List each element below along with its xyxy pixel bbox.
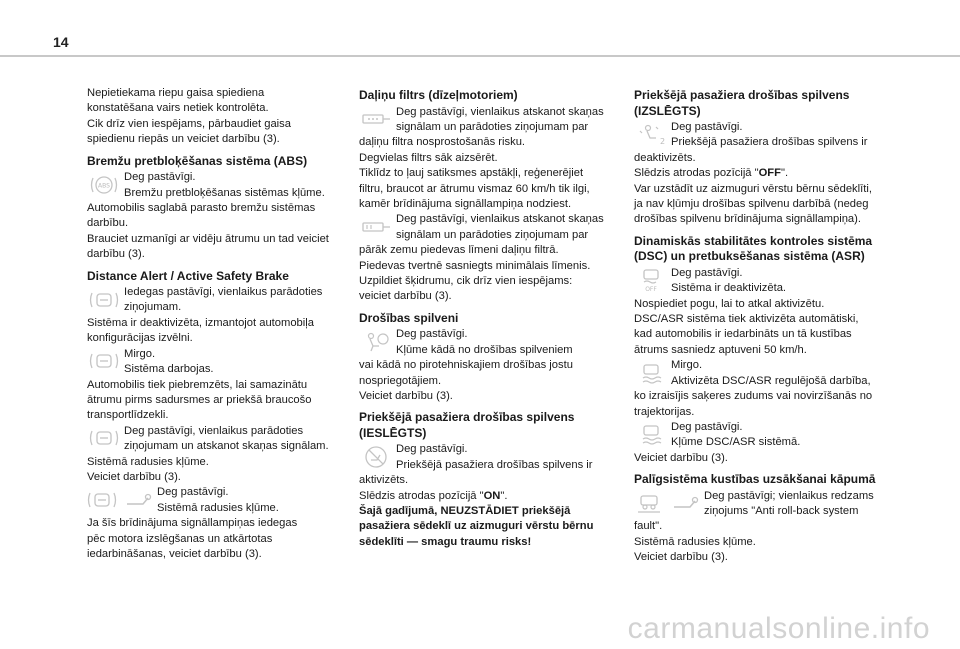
abs-warning-icon xyxy=(87,171,120,198)
passenger-airbag-off-heading: Priekšējā pasažiera drošības spilvens (IZSLĒGTS) xyxy=(634,88,850,118)
particle-filter-additive-icon xyxy=(359,213,392,240)
passenger-airbag-on-p1: Deg pastāvīgi. Priekšējā pasažiera drošības spilvens ir xyxy=(359,442,631,473)
column-2 xyxy=(359,86,631,550)
hill-start-p1: Deg pastāvīgi; vienlaikus redzams ziņojums "Anti roll-back system xyxy=(634,489,906,520)
airbag-icon xyxy=(359,328,392,355)
airbags-p1: Deg pastāvīgi. Kļūme kādā no drošības spilveniem xyxy=(359,327,631,358)
distance-alert-body4: Ja šīs brīdinājuma signāllampiņas iedegas pēc motora izslēgšanas un atkārtotas iedarbināšanas, veiciet darbību (3). xyxy=(87,517,298,560)
dsc-p1: OFF Deg pastāvīgi. Sistēma ir deaktivizēta. xyxy=(634,266,906,297)
passenger-airbag-warning: Šajā gadījumā, NEUZSTĀDIET priekšējā pasažiera sēdeklī uz aizmuguri vērstu bērnu sēdeklīti — smagu traumu risks! xyxy=(359,504,594,548)
abs-icon-paragraph: ABS Deg pastāvīgi. Bremžu pretbloķēšanas sistēmas kļūme. xyxy=(87,170,359,201)
dsc-body2: ko izraisījis saķeres zudums vai novirzīšanās no trajektorijas. xyxy=(634,390,873,418)
column-3 xyxy=(634,86,906,566)
airbags-body: vai kādā no pirotehniskajiem drošības jostu nospriegotājiem. Veiciet darbību (3). xyxy=(359,359,573,402)
collision-active-icon xyxy=(87,348,120,375)
svg-text:ABS: ABS xyxy=(97,182,110,190)
distance-alert-body1: Sistēma ir deaktivizēta, izmantojot automobiļa konfigurācijas izvēlni. xyxy=(87,316,314,345)
collision-icon xyxy=(87,489,117,511)
airbags-heading: Drošības spilveni xyxy=(359,310,459,325)
dsc-p2: Mirgo. Aktivizēta DSC/ASR regulējošā darbība, xyxy=(634,358,906,389)
dpf-p1: Deg pastāvīgi, vienlaikus atskanot skaņas signālam un parādoties ziņojumam par xyxy=(359,105,631,136)
svg-text:2: 2 xyxy=(659,136,665,146)
passenger-airbag-off-icon xyxy=(634,121,667,148)
hill-start-car-icon xyxy=(634,491,664,515)
hill-start-heading: Palīgsistēma kustības uzsākšanai kāpumā xyxy=(634,472,876,487)
distance-alert-body2: Automobilis tiek piebremzēts, lai samazinātu ātrumu pirms sadursmes ar priekšā braucošo transportlīdzekli. xyxy=(87,378,312,422)
svg-text:OFF: OFF xyxy=(644,286,657,294)
passenger-airbag-off-p1: 2 Deg pastāvīgi. Priekšējā pasažiera drošības spilvens ir xyxy=(634,120,906,151)
dsc-body1: Nospiediet pogu, lai to atkal aktivizētu. DSC/ASR sistēma tiek aktivizēta automātiski, kad automobilis ir iedarbināts un tā kustības ātrums sasniedz aptuveni 50 km/h. xyxy=(634,297,859,356)
header-rule xyxy=(0,55,960,57)
distance-alert-p3: Deg pastāvīgi, vienlaikus parādoties ziņojumam un atskanot skaņas signālam. xyxy=(87,424,359,455)
passenger-airbag-on-body: aktivizēts. Slēdzis atrodas pozīcijā "ON". xyxy=(359,474,508,502)
collision-fault-icons xyxy=(87,486,153,513)
particle-filter-icon xyxy=(359,106,392,133)
watermark: carmanualsonline.info xyxy=(627,612,930,645)
distance-alert-p2: Mirgo. Sistēma darbojas. xyxy=(87,347,359,378)
dsc-heading: Dinamiskās stabilitātes kontroles sistēma (DSC) un pretbuksēšanas sistēma (ASR) xyxy=(634,233,873,264)
child-seat-airbag-icon xyxy=(359,443,392,470)
dpf-body2: pārāk zemu piedevas līmeni daļiņu filtrā. Piedevas tvertnē sasniegts minimālais līmenis. Uzpildiet šķidrumu, cik drīz vien iespējams: veiciet darbību (3). xyxy=(359,244,591,303)
dpf-p2: Deg pastāvīgi, vienlaikus atskanot skaņas signālam un parādoties ziņojumam par xyxy=(359,212,631,243)
dsc-body3: Veiciet darbību (3). xyxy=(634,451,728,464)
wrench-icon xyxy=(123,489,153,511)
distance-alert-p1: Iedegas pastāvīgi, vienlaikus parādoties ziņojumam. xyxy=(87,285,359,316)
hill-start-icons xyxy=(634,490,700,517)
collision-alert-icon xyxy=(87,286,120,313)
dsc-active-icon xyxy=(634,359,667,386)
abs-body: Automobilis saglabā parasto bremžu sistēmas darbību. Brauciet uzmanīgi ar vidēju ātrumu un tad veiciet darbību (3). xyxy=(87,201,329,261)
tyre-pressure-text: Nepietiekama riepu gaisa spiediena konstatēšana vairs netiek kontrolēta. Cik drīz vien iespējams, pārbaudiet gaisa spiedienu riepās un veiciet darbību (3). xyxy=(87,87,291,146)
passenger-airbag-off-body: deaktivizēts. Slēdzis atrodas pozīcijā "OFF". Var uzstādīt uz aizmuguri vērstu bērnu sēdeklīti, ja nav kļūmju drošības spilvenu darbībā (nedeg drošības spilvenu brīdinājuma signāllampiņa). xyxy=(634,151,872,226)
dsc-off-icon xyxy=(634,267,667,294)
wrench-icon xyxy=(670,492,700,514)
abs-heading: Bremžu pretbloķēšanas sistēma (ABS) xyxy=(87,153,308,168)
hill-start-body: fault". Sistēmā radusies kļūme. Veiciet darbību (3). xyxy=(634,520,756,564)
dpf-body1: daļiņu filtra nosprostošanās risku. Degvielas filtrs sāk aizsērēt. Tiklīdz to ļauj satiksmes apstākļi, reģenerējiet filtru, braucot ar ātrumu vismaz 60 km/h tik ilgi, kamēr brīdinājuma signāllampiņa nodziest. xyxy=(359,136,590,210)
passenger-airbag-on-heading: Priekšējā pasažiera drošības spilvens (IESLĒGTS) xyxy=(359,410,575,440)
distance-alert-heading: Distance Alert / Active Safety Brake xyxy=(87,268,289,283)
dsc-fault-icon xyxy=(634,421,667,448)
dpf-heading: Daļiņu filtrs (dīzeļmotoriem) xyxy=(359,88,518,102)
distance-alert-body3: Sistēmā radusies kļūme. Veiciet darbību (3). xyxy=(87,455,209,483)
distance-alert-p4: Deg pastāvīgi. Sistēmā radusies kļūme. xyxy=(87,485,359,516)
collision-fault-icon xyxy=(87,425,120,452)
page-number: 14 xyxy=(53,34,69,50)
column-1 xyxy=(87,86,359,562)
dsc-p3: Deg pastāvīgi. Kļūme DSC/ASR sistēmā. xyxy=(634,420,906,451)
